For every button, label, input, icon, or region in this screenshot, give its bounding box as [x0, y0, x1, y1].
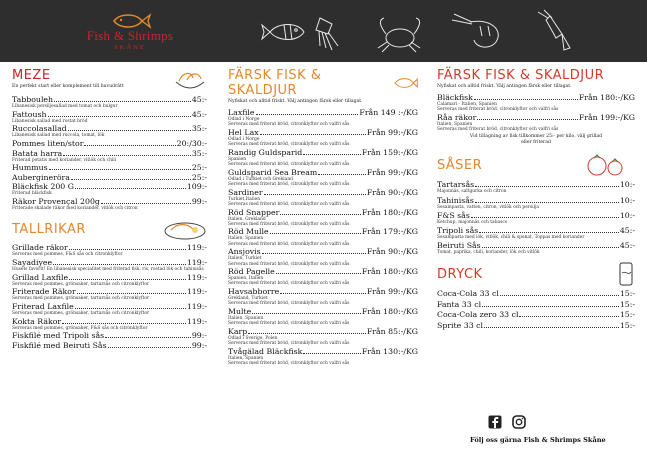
menu-item-name: Kokta Räkor — [12, 316, 62, 326]
menu-item-row — [437, 211, 635, 220]
crab-icon — [378, 18, 420, 52]
dotted-leader — [477, 119, 578, 120]
menu-item-price: Från 99:-/KG — [366, 167, 418, 177]
dotted-leader — [471, 217, 619, 218]
menu-item — [228, 327, 418, 346]
menu-item — [228, 267, 418, 286]
menu-item-price: 35:- — [191, 124, 207, 134]
menu-item-name: Auberginerörа — [12, 172, 70, 182]
menu-item — [12, 139, 207, 148]
menu-item — [12, 243, 207, 257]
menu-item-serving: Serveras med friterat bröd, citronklyftor och valfri sås — [228, 181, 350, 187]
menu-item-description: Italien, Spanien — [228, 355, 264, 361]
menu-item — [12, 341, 207, 350]
dotted-leader — [519, 316, 618, 317]
preparation-note: Vid tillagning av fisk tillkommer 25:- per kilo, välj grillad eller friterad — [469, 134, 603, 146]
menu-item-description: Spanien, Italien — [228, 276, 264, 282]
menu-item-row — [228, 108, 418, 117]
dryck-title: DRYCK — [437, 266, 483, 282]
menu-item-row — [12, 173, 207, 182]
menu-item — [12, 273, 207, 287]
dotted-leader — [63, 155, 191, 156]
meze-title: MEZE — [12, 68, 51, 83]
meze-subtitle: En perfekt start eller komplement till huvudrätt — [12, 84, 124, 89]
menu-item-description: Majonnäs, saltgurka och citron — [437, 189, 507, 195]
social-icons — [488, 415, 526, 429]
squid-icon — [316, 18, 338, 50]
menu-item-serving: Serveras med friterat bröd, citronklyftor och valfri sås — [228, 122, 350, 128]
menu-item-price: 99:- — [191, 197, 207, 207]
menu-item-name: Multe — [228, 307, 252, 317]
menu-item-row — [228, 327, 418, 336]
menu-item-description: Serveras med pommes, grönsaker, tartarsås och citronklyftor — [12, 311, 150, 317]
menu-item — [228, 188, 418, 207]
menu-item-description: Odlad i Norge — [228, 136, 260, 142]
menu-item-name: Tahinisås — [437, 195, 474, 205]
dotted-leader — [260, 134, 366, 135]
menu-item-description: Husets favorit! En libanesisk specialitet med friterad fisk, ris, rostad lök och tahinisås — [12, 266, 204, 272]
menu-item-row — [228, 168, 418, 177]
menu-item-name: Laxfile — [228, 108, 255, 117]
dotted-leader — [280, 214, 361, 215]
menu-item-description: Italien, Spanien — [228, 316, 264, 322]
menu-item-description: Friterad bläckfisk — [12, 191, 52, 197]
dotted-leader — [264, 194, 366, 195]
menu-item-row — [12, 182, 207, 191]
menu-item-name: Sayadiyee — [12, 257, 53, 267]
menu-item-row — [12, 163, 207, 172]
menu-item-row — [437, 196, 635, 205]
menu-item-row — [12, 331, 207, 340]
follow-us-text: Följ oss gärna Fish & Shrimps Skåne — [470, 436, 606, 444]
menu-item-price: Från 199:-/KG — [578, 112, 635, 122]
menu-item-row — [437, 180, 635, 189]
dotted-leader — [101, 203, 191, 204]
menu-item-price: Från 180:-/KG — [578, 93, 635, 102]
menu-item-price: 119:- — [186, 257, 207, 267]
menu-item-name: Hel Lax — [228, 127, 259, 137]
menu-item — [437, 310, 635, 319]
dotted-leader — [280, 293, 366, 294]
menu-item-price: Från 85:-/KG — [366, 326, 418, 336]
tallrikar-title: TALLRIKAR — [12, 221, 86, 237]
menu-item-price: 15:- — [619, 289, 635, 299]
menu-item-row — [12, 124, 207, 133]
menu-item-row — [437, 226, 635, 235]
menu-item-name: Fiskfilé med Beiruti Sås — [12, 340, 107, 350]
instagram-icon[interactable] — [512, 415, 526, 429]
menu-item-row — [12, 149, 207, 158]
menu-item-price: 109:- — [186, 182, 207, 192]
menu-item — [12, 182, 207, 196]
menu-item-description: Serveras med pommes, grönsaker, tartarsås och citronklyftor — [12, 281, 150, 287]
menu-item-description: Italien, Turkiet — [228, 256, 262, 262]
sea-creatures-illustration — [240, 8, 580, 56]
menu-item-price: 119:- — [186, 272, 207, 282]
dotted-leader — [252, 313, 361, 314]
menu-item-name: Bläckfisk 200 G — [12, 182, 74, 192]
dotted-leader — [54, 101, 191, 102]
menu-item-name: Sardiner — [228, 187, 263, 197]
menu-item-name: Fanta 33 cl — [437, 299, 482, 309]
menu-item-name: Beiruti Sås — [437, 241, 481, 251]
dotted-leader — [77, 293, 186, 294]
menu-item — [12, 197, 207, 211]
dotted-leader — [276, 273, 361, 274]
menu-item-description: Ketchup, majonnäs och tabasco — [437, 219, 508, 225]
dotted-leader — [484, 327, 619, 328]
menu-item-name: Fattoush — [12, 109, 47, 119]
menu-item-name: Röd Snapper — [228, 207, 280, 217]
menu-item — [228, 347, 418, 366]
menu-item-serving: Serveras med friterat bröd, citronklyftor och valfri sås — [228, 201, 350, 207]
menu-item-name: Guldsparid Sea Bream — [228, 167, 318, 177]
dotted-leader — [482, 306, 619, 307]
menu-item — [228, 287, 418, 306]
fish-icon — [391, 76, 418, 90]
dotted-leader — [69, 279, 186, 280]
menu-item-name: Randig Guldsparid — [228, 147, 303, 157]
menu-item-row — [228, 247, 418, 256]
menu-item — [228, 307, 418, 326]
menu-item — [228, 148, 418, 167]
menu-item-name: Havsabborre — [228, 287, 280, 297]
menu-item-serving: Serveras med friterat bröd, citronklyftor och valfri sås — [437, 107, 559, 113]
menu-item-price: 15:- — [619, 299, 635, 309]
menu-item-price: 119:- — [186, 287, 207, 297]
menu-item-serving: Serveras med friterat bröd, citronklyftor och valfri sås — [228, 361, 350, 367]
menu-item-row — [12, 317, 207, 326]
menu-item — [12, 258, 207, 272]
dotted-leader — [75, 308, 186, 309]
menu-item-description: Libanesisk sallad med rostat bröd — [12, 118, 88, 124]
coca-cola-can-icon — [617, 261, 635, 287]
menu-item — [228, 227, 418, 246]
menu-item-description: Tomat, paprika, chili, koriander, lök och vitlök — [437, 250, 540, 256]
menu-item-row — [12, 258, 207, 267]
menu-item-name: Röd Pagelle — [228, 267, 275, 277]
shrimp-bowl-icon — [173, 68, 207, 94]
menu-item-row — [12, 287, 207, 296]
menu-item-description: Friterade skalade räkor med koriander, vitlök och citron — [12, 206, 138, 212]
dotted-leader — [75, 188, 186, 189]
menu-item — [12, 149, 207, 163]
fish-icon — [262, 24, 304, 40]
menu-item-row — [12, 139, 207, 148]
menu-item-serving: Serveras med friterat bröd, citronklyftor och valfri sås — [228, 142, 350, 148]
dotted-leader — [479, 232, 619, 233]
menu-item-row — [12, 302, 207, 311]
menu-item-description: Sesampasta, vatten, citron, vitlök och persilja — [437, 204, 539, 210]
menu-item-price: 119:- — [186, 302, 207, 312]
menu-item — [437, 93, 635, 112]
menu-item — [12, 110, 207, 124]
menu-item-name: Ansjovis — [228, 247, 261, 257]
menu-item-price: 119:- — [186, 243, 207, 253]
menu-item — [437, 113, 635, 132]
menu-item — [228, 208, 418, 227]
brand-logo — [75, 12, 185, 51]
dotted-leader — [303, 154, 361, 155]
menu-item-row — [228, 208, 418, 217]
farsk-fisk-title-1: FÄRSK FISK & SKALDJUR — [228, 68, 322, 98]
menu-item-description: Odlad i Turkiet och Grekland — [228, 176, 293, 182]
menu-item-description: Spanien — [228, 156, 247, 162]
menu-item-name: Tartarsås — [437, 180, 475, 190]
menu-item-serving: Serveras med friterat bröd, citronklyftor och valfri sås — [228, 321, 350, 327]
menu-item-price: Från 149 :-/KG — [359, 108, 418, 117]
header-band — [0, 0, 647, 62]
menu-item-row — [228, 148, 418, 157]
menu-item-price: Från 130:-/KG — [361, 346, 418, 356]
menu-item-price: 10:- — [619, 210, 635, 220]
menu-item-name: Bläckfisk — [437, 93, 473, 102]
dotted-leader — [475, 186, 619, 187]
dotted-leader — [62, 323, 186, 324]
menu-item — [437, 241, 635, 255]
menu-item — [437, 300, 635, 309]
menu-item-name: Röd Mulle — [228, 227, 269, 237]
menu-item-serving: Serveras med friterat bröd, citronklyftor och valfri sås — [228, 221, 350, 227]
menu-item — [12, 124, 207, 138]
menu-item — [12, 302, 207, 316]
menu-item-row — [12, 95, 207, 104]
menu-item-price: 20:/30:- — [176, 139, 207, 149]
menu-item-row — [437, 113, 635, 122]
dotted-leader — [105, 337, 191, 338]
menu-item-serving: Serveras med friterat bröd, citronklyftor och valfri sås — [228, 261, 350, 267]
dotted-leader — [248, 333, 366, 334]
menu-item — [12, 317, 207, 331]
menu-item-name: Sprite 33 cl — [437, 320, 484, 330]
column-left — [12, 68, 207, 350]
menu-item-price: Från 179:-/KG — [361, 227, 418, 237]
menu-item-row — [12, 197, 207, 206]
menu-item-row — [228, 128, 418, 137]
menu-item-name: F&S sås — [437, 210, 470, 220]
menu-item-price: 25:- — [191, 172, 207, 182]
menu-item-price: Från 159:-/KG — [361, 147, 418, 157]
menu-item-name: Fiskfilé med Tripoli sås — [12, 331, 105, 341]
menu-item-description: Serveras med pommes, grönsaker, tartarsås och citronklyftor — [12, 296, 150, 302]
menu-item-name: Råa räkor — [437, 112, 477, 122]
menu-item-serving: Serveras med friterat bröd, citronklyftor och valfri sås — [228, 301, 350, 307]
menu-item — [437, 226, 635, 240]
menu-item — [437, 321, 635, 330]
menu-item-price: 99:- — [191, 340, 207, 350]
dotted-leader — [49, 169, 191, 170]
menu-item-name: Räkor Provençal 200g — [12, 197, 100, 207]
menu-item-name: Tabbouleh — [12, 95, 54, 104]
menu-item-price: Från 180:-/KG — [361, 267, 418, 277]
menu-item-row — [228, 227, 418, 236]
menu-item — [228, 247, 418, 266]
menu-item — [12, 173, 207, 182]
menu-item — [437, 196, 635, 210]
menu-item-description: Libanesisk sallad med ruccola, tomat, lök — [12, 133, 105, 139]
menu-item-description: Serveras med pommes, grönsaker, F&S sås och citronklyftor — [12, 325, 148, 331]
menu-item — [12, 287, 207, 301]
menu-item-row — [437, 310, 635, 319]
dotted-leader — [500, 295, 619, 296]
menu-item — [437, 289, 635, 298]
menu-item-name: Batata harra — [12, 148, 63, 158]
menu-item — [12, 331, 207, 340]
menu-item-row — [12, 243, 207, 252]
dotted-leader — [270, 233, 361, 234]
menu-item-description: Friterad potatis med koriander, vitlök och chili — [12, 157, 117, 163]
dotted-leader — [482, 247, 619, 248]
menu-item — [228, 108, 418, 127]
menu-item — [437, 211, 635, 225]
dotted-leader — [68, 130, 191, 131]
menu-item-price: Från 90:-/KG — [366, 247, 418, 257]
menu-item-price: 45:- — [191, 109, 207, 119]
menu-item-name: Tripoli sås — [437, 225, 479, 235]
brand-name: Fish & Shrimps — [86, 28, 174, 43]
menu-item — [228, 168, 418, 187]
menu-item-row — [437, 93, 635, 102]
plate-icon — [163, 217, 207, 241]
menu-item — [228, 128, 418, 147]
menu-item — [437, 180, 635, 194]
saser-title: SÅSER — [437, 157, 483, 173]
column-right — [437, 68, 635, 330]
menu-item-name: Friterad Laxfile — [12, 302, 74, 312]
menu-item-name: Grillad Laxfile — [12, 272, 69, 282]
menu-item-row — [228, 188, 418, 197]
menu-item-serving: Serveras med friterat bröd, citronklyftor och valfri sås — [437, 127, 559, 133]
menu-item-name: Ruccolasallad — [12, 124, 67, 134]
menu-item-description: Odlad i Norge — [228, 117, 260, 122]
farsk-fisk-subtitle-2: Nyfiskat och alltid friskt. Välj antingen färsk eller tillagat. — [437, 84, 572, 89]
menu-item-name: Friterade Räkor — [12, 287, 76, 297]
menu-item-name: Karp — [228, 326, 248, 336]
menu-item-row — [12, 110, 207, 119]
menu-item-price: 119:- — [186, 316, 207, 326]
menu-item-price: Från 180:-/KG — [361, 307, 418, 317]
menu-item-price: 15:- — [619, 310, 635, 320]
dotted-leader — [262, 253, 366, 254]
menu-item-serving: Serveras med friterat bröd, citronklyftor och valfri sås — [228, 281, 350, 287]
menu-item-row — [228, 347, 418, 356]
menu-item-row — [437, 289, 635, 298]
menu-item-row — [228, 287, 418, 296]
menu-item-price: 45:- — [619, 225, 635, 235]
menu-item-description: Serveras med pommes, F&S sås och citronklyftor — [12, 252, 123, 258]
menu-item-name: Coca-Cola zero 33 cl — [437, 310, 519, 320]
dotted-leader — [108, 347, 191, 348]
menu-item-row — [228, 307, 418, 316]
dotted-leader — [71, 179, 191, 180]
menu-item — [12, 163, 207, 172]
menu-item-row — [437, 241, 635, 250]
facebook-icon[interactable] — [488, 415, 502, 429]
menu-item-serving: Serveras med friterat bröd, citronklyftor och valfri sås — [228, 341, 350, 347]
column-middle — [228, 68, 418, 366]
menu-item-price: 15:- — [619, 320, 635, 330]
dotted-leader — [48, 116, 191, 117]
menu-item-description: Italien, Spanien — [437, 121, 473, 127]
menu-item-price: 45:- — [619, 241, 635, 251]
menu-item-description: Italien, Grekland — [228, 216, 266, 222]
menu-item-serving: Serveras med friterat bröd, citronklyftor och valfri sås — [228, 162, 350, 168]
menu-item-price: 45:- — [191, 95, 207, 104]
menu-item-serving: Serveras med friterat bröd, citronklyftor och valfri sås — [228, 241, 350, 247]
menu-item-row — [12, 273, 207, 282]
menu-item-price: 10:- — [619, 195, 635, 205]
menu-item-price: 99:- — [191, 331, 207, 341]
menu-item-description: Libanesisk persiljesallad med tomat och bulgur — [12, 104, 118, 109]
menu-item-price: Från 90:-/KG — [366, 187, 418, 197]
dotted-leader — [318, 174, 366, 175]
menu-item-name: Coca-Cola 33 cl — [437, 289, 499, 299]
menu-item-name: Grillade räkor — [12, 243, 68, 253]
menu-item-description: Odlad i Sverige, Polen — [228, 335, 278, 341]
menu-item-price: Från 180:-/KG — [361, 207, 418, 217]
menu-item-description: Italien, Spanien — [228, 236, 264, 242]
dotted-leader — [69, 249, 186, 250]
lobster-icon — [538, 10, 570, 50]
dotted-leader — [303, 353, 360, 354]
menu-item-row — [228, 267, 418, 276]
dotted-leader — [53, 264, 186, 265]
menu-item-name: Pommes liten/stor — [12, 139, 84, 149]
menu-item-price: Från 99:-/KG — [366, 287, 418, 297]
menu-item-name: Hummus — [12, 163, 48, 173]
menu-item-price: 10:- — [619, 180, 635, 190]
menu-item-name: Tvågälad Bläckfisk — [228, 346, 303, 356]
menu-item-description: Sesampasta med lök, vitlök, chili & spenat, Toppas med koriander — [437, 234, 585, 240]
dotted-leader — [474, 99, 578, 100]
farsk-fisk-subtitle-1: Nyfiskat och alltid friskt. Välj antingen färsk eller tillagat. — [228, 99, 363, 104]
menu-item — [12, 95, 207, 109]
tomato-icon — [575, 152, 635, 178]
menu-item-description: Turkiet,Italien — [228, 196, 261, 202]
brand-subtitle: SKÅNE — [114, 44, 146, 51]
menu-item-description: Grekland, Turkiet — [228, 296, 268, 302]
dotted-leader — [475, 202, 619, 203]
menu-item-row — [437, 321, 635, 330]
menu-item-row — [437, 300, 635, 309]
dotted-leader — [84, 145, 175, 146]
menu-item-price: Från 99:-/KG — [366, 127, 418, 137]
farsk-fisk-title-2: FÄRSK FISK & SKALDJUR — [437, 68, 605, 83]
menu-item-price: 25:- — [191, 163, 207, 173]
menu-item-row — [12, 341, 207, 350]
menu-item-description: Calamari - Italien, Spanien — [437, 102, 497, 107]
menu-item-price: 35:- — [191, 148, 207, 158]
shrimp-icon — [452, 14, 498, 47]
dotted-leader — [256, 114, 359, 115]
